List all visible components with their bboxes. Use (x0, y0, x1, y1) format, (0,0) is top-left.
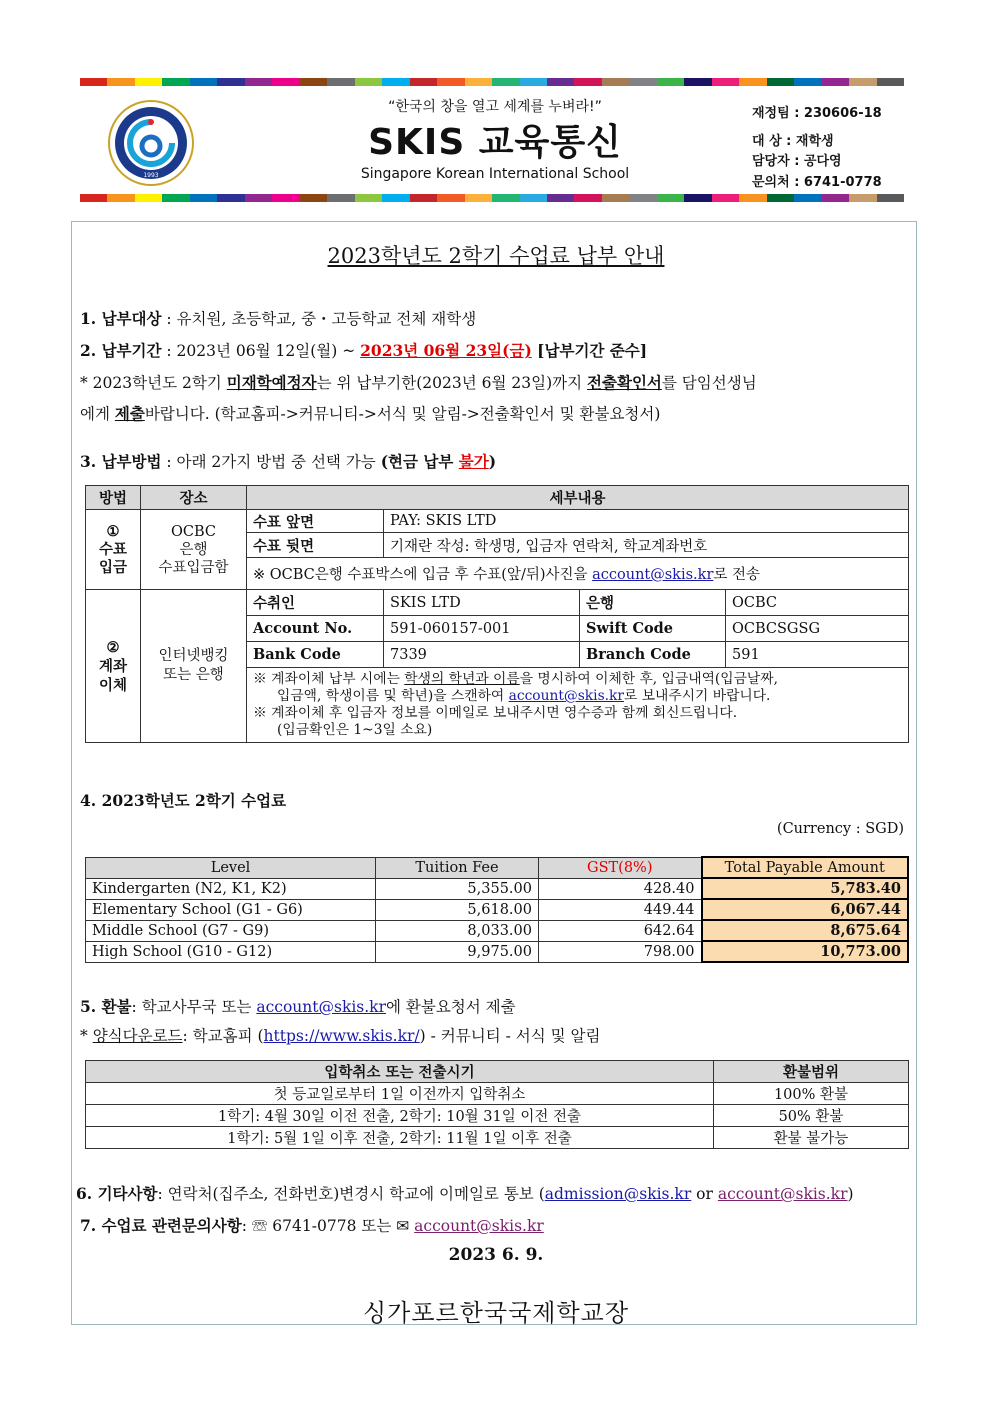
issue-date: 2023 6. 9. (448, 1245, 544, 1265)
stripe-segment (492, 194, 519, 202)
section-1-target: 1. 납부대상 : 유치원, 초등학교, 중・고등학교 전체 재학생 (80, 309, 477, 328)
stripe-segment (767, 78, 794, 86)
stripe-segment (272, 194, 299, 202)
doc-number: 재정팀 : 230606-18 (752, 106, 882, 121)
fee-level: Middle School (G7 - G9) (86, 920, 376, 941)
stripe-segment (245, 194, 272, 202)
refund-email-link[interactable]: account@skis.kr (256, 998, 386, 1016)
stripe-segment (629, 78, 656, 86)
section-4-tuition: 4. 2023학년도 2학기 수업료 (80, 791, 287, 810)
stripe-segment (162, 78, 189, 86)
contact-number: 문의처 : 6741-0778 (752, 175, 882, 190)
person-in-charge: 담당자 : 공다영 (752, 154, 842, 169)
section-5-refund: 5. 환불: 학교사무국 또는 account@skis.kr에 환불요청서 제출 (80, 997, 516, 1016)
header-details: 세부내용 (247, 486, 909, 510)
header-place: 장소 (141, 486, 247, 510)
stripe-segment (245, 78, 272, 86)
fee-level: Kindergarten (N2, K1, K2) (86, 878, 376, 899)
bottom-color-stripe (80, 194, 904, 202)
refund-timing: 첫 등교일로부터 1일 이전까지 입학취소 (86, 1083, 714, 1105)
refund-range: 100% 환불 (714, 1083, 909, 1105)
stripe-segment (382, 78, 409, 86)
tuition-fee-table (85, 856, 909, 963)
fee-total: 10,773.00 (702, 941, 909, 962)
swift-code-label: Swift Code (580, 616, 726, 642)
stripe-segment (794, 194, 821, 202)
school-name-english: Singapore Korean International School (360, 166, 630, 182)
stripe-segment (272, 78, 299, 86)
table-row (86, 1083, 909, 1105)
admission-email-link[interactable]: admission@skis.kr (544, 1185, 692, 1203)
form-download-note: * 양식다운로드: 학교홈피 (https://www.skis.kr/) - 커뮤니티 - 서식 및 알림 (80, 1027, 601, 1045)
stripe-segment (520, 194, 547, 202)
account-no-label: Account No. (247, 616, 384, 642)
fee-tuition: 5,355.00 (376, 878, 539, 899)
stripe-segment (492, 78, 519, 86)
fee-tuition: 8,033.00 (376, 920, 539, 941)
fee-total: 5,783.40 (702, 878, 909, 899)
document-title: 2023학년도 2학기 수업료 납부 안내 (327, 244, 665, 268)
stripe-segment (162, 194, 189, 202)
refund-timing: 1학기: 5월 1일 이후 전출, 2학기: 11월 1일 이후 전출 (86, 1127, 714, 1149)
fee-header-total: Total Payable Amount (702, 857, 909, 878)
place-transfer: 인터넷뱅킹 또는 은행 (141, 590, 247, 743)
fee-tuition: 5,618.00 (376, 899, 539, 920)
stripe-segment (684, 194, 711, 202)
bank-code-value: 7339 (384, 642, 580, 668)
stripe-segment (849, 78, 876, 86)
payee-label: 수취인 (247, 590, 384, 616)
table-row (86, 1127, 909, 1149)
stripe-segment (327, 78, 354, 86)
refund-range: 환불 불가능 (714, 1127, 909, 1149)
stripe-segment (217, 194, 244, 202)
fee-gst: 428.40 (539, 878, 702, 899)
stripe-segment (80, 78, 107, 86)
payee-value: SKIS LTD (384, 590, 580, 616)
refund-timing: 1학기: 4월 30일 이전 전출, 2학기: 10월 31일 이전 전출 (86, 1105, 714, 1127)
target-audience: 대 상 : 재학생 (752, 134, 834, 149)
stripe-segment (657, 78, 684, 86)
stripe-segment (739, 194, 766, 202)
stripe-segment (739, 78, 766, 86)
stripe-segment (574, 78, 601, 86)
stripe-segment (849, 194, 876, 202)
stripe-segment (107, 194, 134, 202)
bank-value: OCBC (726, 590, 909, 616)
method-cheque: ① 수표 입금 (86, 510, 141, 590)
cheque-front-value: PAY: SKIS LTD (384, 510, 909, 533)
fee-gst: 449.44 (539, 899, 702, 920)
stripe-segment (657, 194, 684, 202)
stripe-segment (574, 194, 601, 202)
stripe-segment (327, 194, 354, 202)
table-row (86, 899, 909, 920)
stripe-segment (602, 194, 629, 202)
currency-note: (Currency : SGD) (776, 821, 904, 837)
stripe-segment (602, 78, 629, 86)
stripe-segment (437, 78, 464, 86)
stripe-segment (822, 194, 849, 202)
fee-total: 8,675.64 (702, 920, 909, 941)
section-7-inquiry: 7. 수업료 관련문의사항: ☏ 6741-0778 또는 ✉ account@skis.kr (80, 1216, 544, 1235)
stripe-segment (547, 194, 574, 202)
newsletter-title: SKIS 교육통신 (368, 122, 622, 163)
swift-code-value: OCBCSGSG (726, 616, 909, 642)
stripe-segment (547, 78, 574, 86)
stripe-segment (822, 78, 849, 86)
stripe-segment (300, 78, 327, 86)
principal-signature: 싱가포르한국국제학교장 (362, 1299, 630, 1327)
stripe-segment (190, 194, 217, 202)
cheque-back-value: 기재란 작성: 학생명, 입금자 연락처, 학교계좌번호 (384, 533, 909, 558)
transfer-email-link[interactable]: account@skis.kr (508, 688, 624, 704)
stripe-segment (794, 78, 821, 86)
transfer-notes: ※ 계좌이체 납부 시에는 학생의 학년과 이름을 명시하여 이체한 후, 입금내역(입금날짜, 입금액, 학생이름 및 학년)을 스캔하여 account@skis.kr로 보내주시기 바랍니다. ※ 계좌이체 후 입금자 정보를 이메일로 보내주시면 영수증과 함께 회신드립니다. (입금확인은 1~3일 소요) (247, 668, 909, 743)
stripe-segment (355, 78, 382, 86)
stripe-segment (107, 78, 134, 86)
fee-gst: 798.00 (539, 941, 702, 962)
stripe-segment (877, 194, 904, 202)
table-row (86, 1105, 909, 1127)
section-3-method: 3. 납부방법 : 아래 2가지 방법 중 선택 가능 (현금 납부 불가) (80, 452, 497, 471)
stripe-segment (300, 194, 327, 202)
fee-tuition: 9,975.00 (376, 941, 539, 962)
stripe-segment (712, 194, 739, 202)
stripe-segment (767, 194, 794, 202)
fee-gst: 642.64 (539, 920, 702, 941)
table-row (86, 878, 909, 899)
stripe-segment (877, 78, 904, 86)
fee-header-level: Level (86, 857, 376, 878)
bank-label: 은행 (580, 590, 726, 616)
fee-level: Elementary School (G1 - G6) (86, 899, 376, 920)
account-no-value: 591-060157-001 (384, 616, 580, 642)
stripe-segment (520, 78, 547, 86)
fee-total: 6,067.44 (702, 899, 909, 920)
table-row (86, 941, 909, 962)
slogan: “한국의 창을 열고 세계를 누벼라!” (388, 99, 602, 115)
cheque-email-link[interactable]: account@skis.kr (592, 567, 714, 583)
stripe-segment (382, 194, 409, 202)
stripe-segment (437, 194, 464, 202)
section-2-period: 2. 납부기간 : 2023년 06월 12일(월) ~ 2023년 06월 23일(금) [납부기간 준수] (80, 341, 648, 360)
stripe-segment (190, 78, 217, 86)
place-cheque: OCBC 은행 수표입금함 (141, 510, 247, 590)
stripe-segment (355, 194, 382, 202)
payment-method-table (85, 485, 909, 743)
table-row (86, 920, 909, 941)
inquiry-email-link[interactable]: account@skis.kr (414, 1217, 544, 1235)
fee-header-tuition: Tuition Fee (376, 857, 539, 878)
stripe-segment (135, 194, 162, 202)
refund-range: 50% 환불 (714, 1105, 909, 1127)
stripe-segment (410, 78, 437, 86)
stripe-segment (684, 78, 711, 86)
school-website-link[interactable]: https://www.skis.kr/ (263, 1027, 420, 1045)
stripe-segment (80, 194, 107, 202)
fee-header-gst: GST(8%) (539, 857, 702, 878)
fee-level: High School (G10 - G12) (86, 941, 376, 962)
stripe-segment (712, 78, 739, 86)
section-6-other: 6. 기타사항: 연락처(집주소, 전화번호)변경시 학교에 이메일로 통보 (admission@skis.kr or account@skis.kr) (76, 1184, 854, 1203)
bank-code-label: Bank Code (247, 642, 384, 668)
stripe-segment (629, 194, 656, 202)
branch-code-label: Branch Code (580, 642, 726, 668)
stripe-segment (465, 194, 492, 202)
header-method: 방법 (86, 486, 141, 510)
school-logo (108, 100, 194, 186)
deadline: 2023년 06월 23일(금) (360, 341, 532, 360)
cheque-front-label: 수표 앞면 (247, 510, 384, 533)
branch-code-value: 591 (726, 642, 909, 668)
stripe-segment (465, 78, 492, 86)
refund-table (85, 1060, 909, 1149)
refund-header-range: 환불범위 (714, 1061, 909, 1083)
stripe-segment (135, 78, 162, 86)
method-transfer: ② 계좌 이체 (86, 590, 141, 743)
cheque-back-label: 수표 뒷면 (247, 533, 384, 558)
section-2-note-line2: 에게 제출바랍니다. (학교홈피->커뮤니티->서식 및 알림->전출확인서 및 환불요청서) (80, 404, 661, 423)
stripe-segment (410, 194, 437, 202)
top-color-stripe (80, 78, 904, 86)
refund-header-timing: 입학취소 또는 전출시기 (86, 1061, 714, 1083)
stripe-segment (217, 78, 244, 86)
section-2-note-line1: * 2023학년도 2학기 미재학예정자는 위 납부기한(2023년 6월 23일)까지 전출확인서를 담임선생님 (80, 373, 757, 392)
cheque-note: ※ OCBC은행 수표박스에 입금 후 수표(앞/뒤)사진을 account@skis.kr로 전송 (247, 558, 909, 590)
svg-text:1993: 1993 (143, 172, 159, 179)
account-email-link[interactable]: account@skis.kr (717, 1185, 848, 1203)
